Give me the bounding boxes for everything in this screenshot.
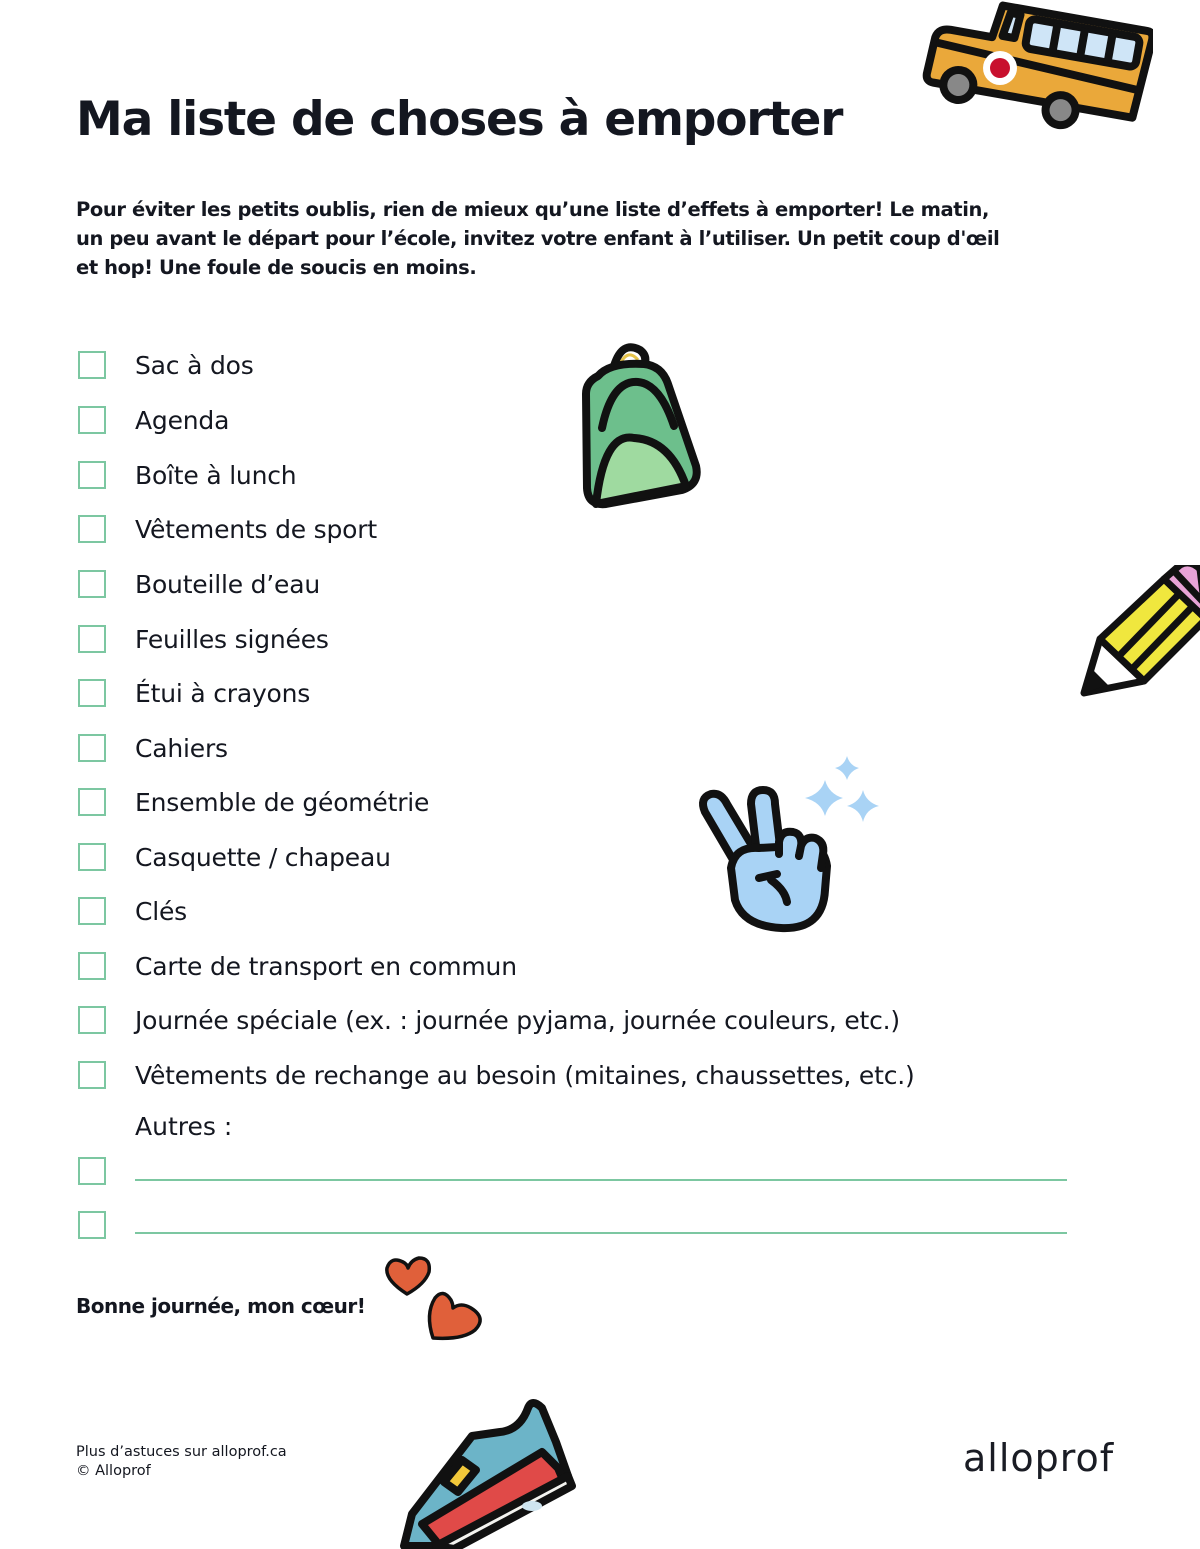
checkbox[interactable] — [78, 625, 106, 653]
item-label: Feuilles signées — [135, 624, 329, 654]
item-label: Carte de transport en commun — [135, 951, 517, 981]
checkbox[interactable] — [78, 734, 106, 762]
checklist-item[interactable] — [78, 837, 391, 877]
checkbox[interactable] — [78, 843, 106, 871]
alloprof-logo: alloprof — [963, 1436, 1115, 1480]
checkbox[interactable] — [78, 1006, 106, 1034]
item-label: Vêtements de rechange au besoin (mitaines, chaussettes, etc.) — [135, 1060, 915, 1090]
backpack-icon — [578, 336, 704, 512]
item-label: Bouteille d’eau — [135, 569, 321, 599]
checkbox[interactable] — [78, 788, 106, 816]
checkbox[interactable] — [78, 897, 106, 925]
checklist-item-other[interactable] — [78, 1205, 106, 1245]
checklist-item[interactable] — [78, 1000, 900, 1040]
checklist-item[interactable] — [78, 509, 377, 549]
item-label: Cahiers — [135, 733, 228, 763]
sneaker-icon — [392, 1396, 582, 1549]
checklist-item-other[interactable] — [78, 1151, 106, 1191]
checkbox[interactable] — [78, 461, 106, 489]
pencil-icon — [1078, 565, 1200, 705]
checklist-item[interactable] — [78, 782, 429, 822]
copyright: © Alloprof — [76, 1463, 151, 1479]
others-write-line[interactable] — [135, 1232, 1067, 1234]
checkbox[interactable] — [78, 351, 106, 379]
item-label: Étui à crayons — [135, 678, 311, 708]
checkbox[interactable] — [78, 1061, 106, 1089]
item-label: Vêtements de sport — [135, 514, 377, 544]
item-label: Journée spéciale (ex. : journée pyjama, journée couleurs, etc.) — [135, 1005, 900, 1035]
item-label: Sac à dos — [135, 350, 254, 380]
checklist-item[interactable] — [78, 345, 254, 385]
checkbox[interactable] — [78, 1211, 106, 1239]
item-label: Ensemble de géométrie — [135, 787, 430, 817]
checklist-item[interactable] — [78, 455, 296, 495]
checkbox[interactable] — [78, 570, 106, 598]
item-label: Casquette / chapeau — [135, 842, 391, 872]
page-title: Ma liste de choses à emporter — [76, 92, 843, 147]
checklist-item[interactable] — [78, 946, 517, 986]
sparkles-icon — [805, 756, 879, 822]
peace-hand-icon — [695, 750, 885, 935]
checklist-item[interactable] — [78, 728, 228, 768]
checklist-item[interactable] — [78, 564, 320, 604]
intro-paragraph — [76, 195, 1136, 282]
intro-line: Pour éviter les petits oublis, rien de mieux qu’une liste d’effets à emporter! Le matin, — [76, 198, 989, 221]
closing-message: Bonne journée, mon cœur! — [76, 1294, 366, 1318]
checkbox[interactable] — [78, 406, 106, 434]
others-label: Autres : — [135, 1112, 233, 1141]
checklist-item[interactable] — [78, 619, 329, 659]
others-write-line[interactable] — [135, 1179, 1067, 1181]
checklist-item[interactable] — [78, 1055, 915, 1095]
footer-link-text: Plus d’astuces sur alloprof.ca — [76, 1444, 287, 1460]
school-bus-icon — [918, 0, 1153, 135]
checkbox[interactable] — [78, 952, 106, 980]
checklist-item[interactable] — [78, 673, 310, 713]
intro-line: un peu avant le départ pour l’école, invitez votre enfant à l’utiliser. Un petit coup d'œil — [76, 227, 1000, 250]
intro-line: et hop! Une foule de soucis en moins. — [76, 256, 477, 279]
checklist-item[interactable] — [78, 891, 187, 931]
checklist-item[interactable] — [78, 400, 229, 440]
checkbox[interactable] — [78, 1157, 106, 1185]
footer — [76, 1443, 287, 1481]
checkbox[interactable] — [78, 679, 106, 707]
checkbox[interactable] — [78, 515, 106, 543]
item-label: Boîte à lunch — [135, 460, 297, 490]
item-label: Agenda — [135, 405, 230, 435]
item-label: Clés — [135, 896, 188, 926]
hearts-icon — [383, 1254, 493, 1346]
